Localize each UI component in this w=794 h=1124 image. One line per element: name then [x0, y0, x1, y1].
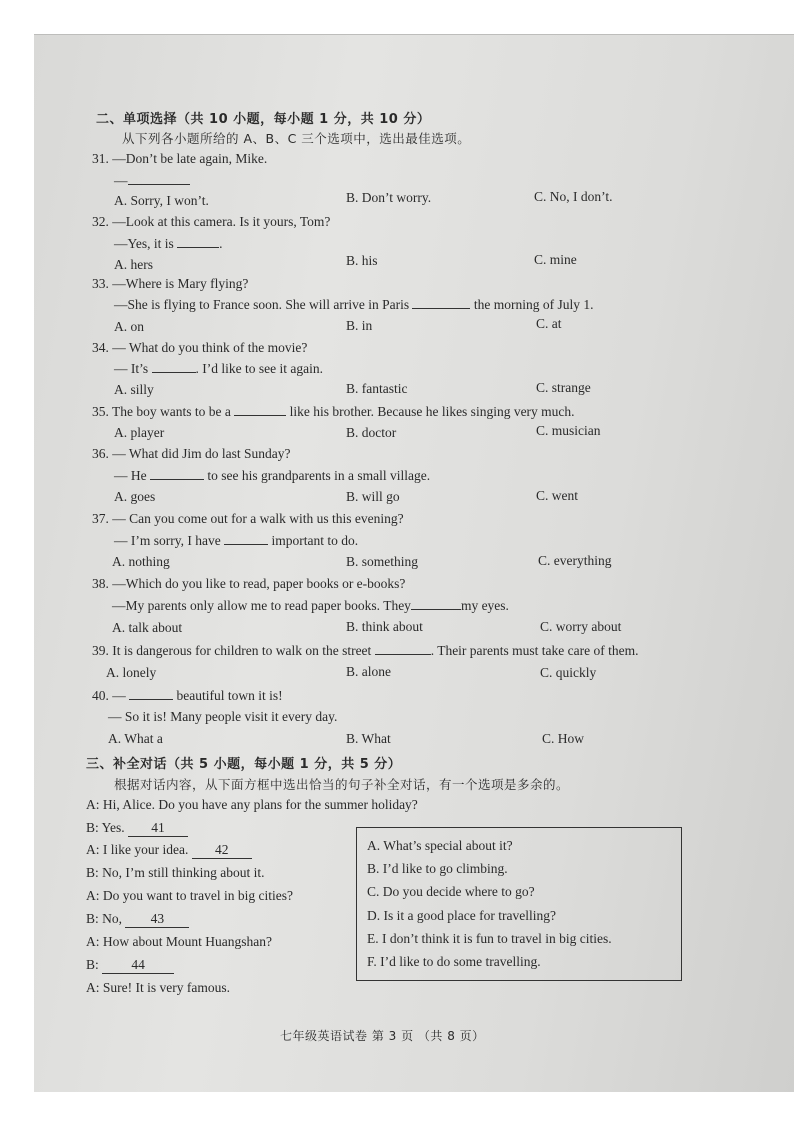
q38-response-prefix: —My parents only allow me to read paper books. They [112, 598, 411, 613]
q36-option-a[interactable]: A. goes [114, 489, 156, 504]
q40-answer-blank[interactable] [129, 687, 173, 700]
q38-response-suffix: my eyes. [460, 598, 509, 613]
q33-response-suffix: the morning of July 1. [473, 297, 594, 312]
section-3-header: 三、补全对话（共 5 小题，每小题 1 分，共 5 分） [86, 757, 402, 772]
option-b[interactable]: B. I’d like to go climbing. [367, 861, 508, 876]
q33-response-prefix: —She is flying to France soon. She will arrive in Paris [114, 297, 410, 312]
q37-response-suffix: important to do. [271, 533, 359, 548]
dialogue-line-2 [86, 820, 188, 837]
q39-answer-blank[interactable] [375, 642, 431, 655]
dialogue-line-6-text: B: No, [86, 911, 123, 926]
q34-response-prefix: — It’s [114, 361, 149, 376]
dialogue-blank-41[interactable]: 41 [128, 820, 188, 837]
q38-answer-blank[interactable] [411, 597, 461, 610]
dialogue-line-8-text: B: [86, 957, 99, 972]
dialogue-line-3 [86, 842, 252, 859]
dialogue-line-8 [86, 957, 174, 974]
q34-option-b[interactable]: B. fantastic [346, 381, 408, 396]
q35-stem-prefix: 35. The boy wants to be a [92, 404, 231, 419]
q33-option-a[interactable]: A. on [114, 319, 144, 334]
q31-option-a[interactable]: A. Sorry, I won’t. [114, 193, 209, 208]
q34-option-c[interactable]: C. strange [536, 380, 591, 395]
q37-stem: 37. — Can you come out for a walk with us this evening? [92, 511, 404, 526]
q39-option-c[interactable]: C. quickly [540, 665, 597, 680]
q36-stem: 36. — What did Jim do last Sunday? [92, 446, 291, 461]
q31-answer-blank[interactable] [128, 172, 190, 185]
q36-answer-blank[interactable] [150, 467, 204, 480]
q40-stem [92, 687, 283, 704]
option-f[interactable]: F. I’d like to do some travelling. [367, 954, 541, 969]
q31-response-prefix: — [114, 173, 128, 188]
options-box [356, 827, 682, 981]
option-a[interactable]: A. What’s special about it? [367, 838, 513, 853]
q36-option-c[interactable]: C. went [536, 488, 578, 503]
q36-response-suffix: to see his grandparents in a small village. [207, 468, 431, 483]
q38-option-b[interactable]: B. think about [346, 619, 423, 634]
q36-response [114, 467, 430, 484]
q39-stem [92, 642, 639, 659]
q38-response [112, 597, 509, 614]
q35-option-c[interactable]: C. musician [536, 423, 601, 438]
q37-option-c[interactable]: C. everything [538, 553, 612, 568]
q39-stem-suffix: . Their parents must take care of them. [430, 643, 639, 658]
q35-option-a[interactable]: A. player [114, 425, 165, 440]
q39-option-a[interactable]: A. lonely [106, 665, 157, 680]
q38-option-c[interactable]: C. worry about [540, 619, 622, 634]
q35-option-b[interactable]: B. doctor [346, 425, 397, 440]
option-d[interactable]: D. Is it a good place for travelling? [367, 908, 556, 923]
dialogue-line-9: A: Sure! It is very famous. [86, 980, 230, 995]
q38-option-a[interactable]: A. talk about [112, 620, 183, 635]
q32-option-c[interactable]: C. mine [534, 252, 577, 267]
q32-stem: 32. —Look at this camera. Is it yours, Tom? [92, 214, 331, 229]
dialogue-blank-43[interactable]: 43 [125, 911, 189, 928]
q33-stem: 33. —Where is Mary flying? [92, 276, 249, 291]
q40-option-c[interactable]: C. How [542, 731, 585, 746]
q37-option-a[interactable]: A. nothing [112, 554, 170, 569]
q32-response-suffix: . [219, 236, 223, 251]
q33-response [114, 296, 593, 313]
q34-answer-blank[interactable] [152, 360, 196, 373]
q34-response-suffix: . I’d like to see it again. [195, 361, 323, 376]
q37-option-b[interactable]: B. something [346, 554, 419, 569]
q39-option-b[interactable]: B. alone [346, 664, 391, 679]
dialogue-blank-42[interactable]: 42 [192, 842, 252, 859]
page-footer: 七年级英语试卷 第 3 页 （共 8 页） [280, 1029, 485, 1043]
exam-page [34, 34, 794, 1093]
q37-answer-blank[interactable] [224, 532, 268, 545]
q40-stem-prefix: 40. — [92, 688, 126, 703]
q37-response [114, 532, 358, 549]
dialogue-line-6 [86, 911, 189, 928]
q33-option-b[interactable]: B. in [346, 318, 373, 333]
q37-response-prefix: — I’m sorry, I have [114, 533, 221, 548]
section-2-header: 二、单项选择（共 10 小题，每小题 1 分，共 10 分） [96, 112, 431, 127]
dialogue-blank-44[interactable]: 44 [102, 957, 174, 974]
q31-response [114, 172, 190, 189]
q35-stem [92, 403, 575, 420]
dialogue-line-7: A: How about Mount Huangshan? [86, 934, 272, 949]
q36-response-prefix: — He [114, 468, 147, 483]
q40-response: — So it is! Many people visit it every day. [108, 709, 338, 724]
dialogue-line-3-text: A: I like your idea. [86, 842, 189, 857]
option-e[interactable]: E. I don’t think it is fun to travel in big cities. [367, 931, 612, 946]
q35-answer-blank[interactable] [234, 403, 286, 416]
q38-stem: 38. —Which do you like to read, paper books or e-books? [92, 576, 406, 591]
q32-option-b[interactable]: B. his [346, 253, 378, 268]
q32-option-a[interactable]: A. hers [114, 257, 153, 272]
q34-option-a[interactable]: A. silly [114, 382, 154, 397]
option-c[interactable]: C. Do you decide where to go? [367, 884, 535, 899]
section-2-instruction: 从下列各小题所给的 A、B、C 三个选项中，选出最佳选项。 [122, 131, 471, 146]
q32-response [114, 235, 223, 252]
q39-stem-prefix: 39. It is dangerous for children to walk on the street [92, 643, 372, 658]
q33-option-c[interactable]: C. at [536, 316, 562, 331]
q34-response [114, 360, 323, 377]
q36-option-b[interactable]: B. will go [346, 489, 400, 504]
q34-stem: 34. — What do you think of the movie? [92, 340, 308, 355]
q40-option-a[interactable]: A. What a [108, 731, 163, 746]
q32-answer-blank[interactable] [177, 235, 219, 248]
dialogue-line-4: B: No, I’m still thinking about it. [86, 865, 265, 880]
section-3-instruction: 根据对话内容，从下面方框中选出恰当的句子补全对话，有一个选项是多余的。 [114, 777, 570, 792]
q35-stem-suffix: like his brother. Because he likes singing very much. [289, 404, 575, 419]
q31-option-c[interactable]: C. No, I don’t. [534, 189, 613, 204]
top-margin [0, 0, 794, 34]
bottom-margin [0, 1092, 794, 1124]
dialogue-line-2-text: B: Yes. [86, 820, 125, 835]
q40-option-b[interactable]: B. What [346, 731, 391, 746]
dialogue-line-5: A: Do you want to travel in big cities? [86, 888, 293, 903]
q33-answer-blank[interactable] [412, 296, 470, 309]
dialogue-line-1: A: Hi, Alice. Do you have any plans for the summer holiday? [86, 797, 418, 812]
q31-option-b[interactable]: B. Don’t worry. [346, 190, 432, 205]
q40-stem-suffix: beautiful town it is! [176, 688, 283, 703]
q31-stem: 31. —Don’t be late again, Mike. [92, 151, 268, 166]
q32-response-prefix: —Yes, it is [114, 236, 174, 251]
